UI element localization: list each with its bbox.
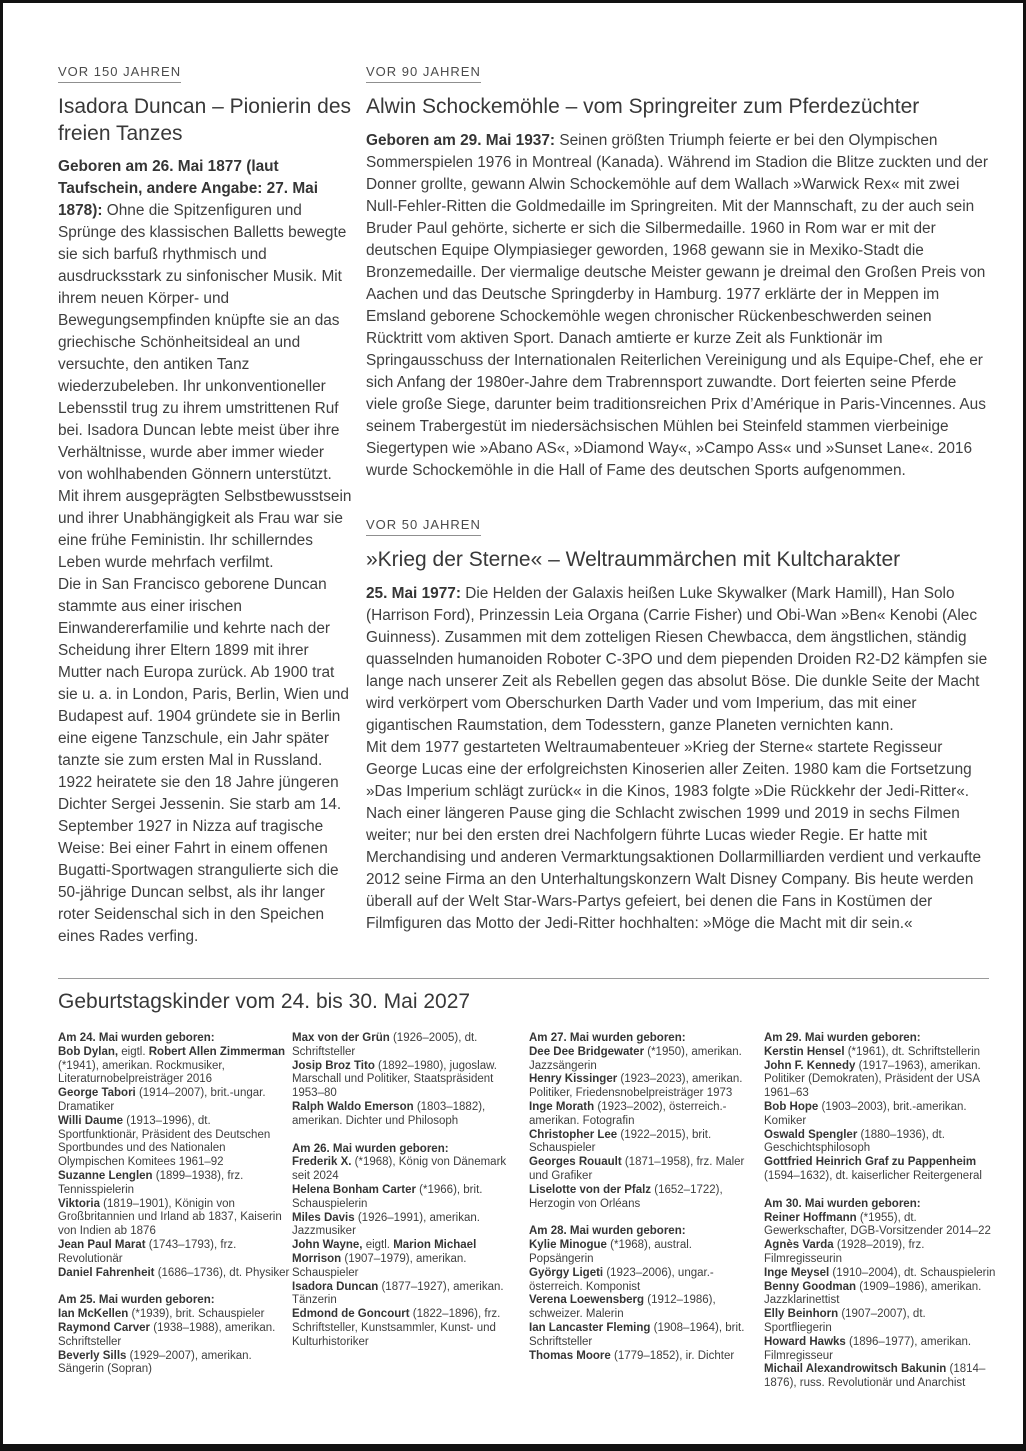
birthday-person-detail: eigtl. (118, 1045, 149, 1058)
birthday-entry (529, 1267, 757, 1295)
article-paragraph: Geboren am 26. Mai 1877 (laut Taufschein, andere Angabe: 27. Mai 1878): Ohne die Spitzenfiguren und Sprünge des klassischen Balletts bewegte sie sich barfuß rhythmisch und ausdrucksstark zu sinfonischer Musik. Mit ihrem neuen Körper- und Bewegungsempfinden knüpfte sie an das griechische Schönheitsideal an und versuchte, den antiken Tanz wiederzubeleben. Ihr unkonventioneller Lebensstil trug zu ihrem umstrittenen Ruf bei. Isadora Duncan lebte meist über ihre Verhältnisse, wurde aber immer wieder von wohlhabenden Gönnern unterstützt. Mit ihrem ausgeprägten Selbstbewusstsein und ihrer Unabhängigkeit als Frau war sie eine frühe Feministin. Ihr schillerndes Leben wurde mehrfach verfilmt. (58, 158, 352, 572)
birthday-entry (529, 1046, 757, 1074)
birthday-person-detail: (1908–1964), brit. Schriftsteller (529, 1321, 745, 1348)
birthday-person-detail: (1926–2005), dt. Schriftsteller (292, 1032, 478, 1058)
birthday-person-detail: (1892–1980), jugoslaw. Marschall und Politiker, Staatspräsident 1953–80 (292, 1059, 497, 1100)
birthday-person-detail: (1938–1988), amerikan. Schriftsteller (58, 1321, 276, 1348)
birthday-person-name: Robert Allen Zimmerman (148, 1045, 286, 1058)
birthday-entry (292, 1101, 522, 1129)
birthday-person-name: Elly Beinhorn (764, 1308, 839, 1321)
birthday-group-header: Am 30. Mai wurden geboren: (764, 1197, 921, 1210)
birthday-group-header: Am 25. Mai wurden geboren: (58, 1294, 215, 1307)
birthday-person-name: Jean Paul Marat (58, 1238, 146, 1251)
birthday-person-detail: (1822–1896), frz. Schriftsteller, Kunstsammler, Kunst- und Kulturhistoriker (292, 1308, 501, 1348)
birthday-person-detail: (1928–2019), frz. Filmregisseurin (764, 1239, 925, 1265)
birthday-person-name: Liselotte von der Pfalz (529, 1183, 652, 1196)
birthday-person-detail: (1923–2002), österreich.-amerikan. Fotografin (529, 1100, 727, 1127)
birthday-entry (764, 1308, 996, 1336)
birthday-person-detail: (1594–1632), dt. kaiserlicher Reitergeneral (764, 1169, 982, 1182)
birthday-person-name: Willi Daume (58, 1114, 124, 1127)
birthday-person-detail: (1803–1882), amerikan. Dichter und Philosoph (292, 1100, 486, 1127)
birthday-person-name: Miles Davis (292, 1211, 355, 1224)
birthday-column (292, 1032, 522, 1350)
birthday-person-detail: (*1968), König von Dänemark seit 2024 (292, 1156, 507, 1183)
birthday-person-name: Gottfried Heinrich Graf zu Pappenheim (764, 1156, 977, 1169)
birthday-person-detail: (1926–1991), amerikan. Jazzmusiker (292, 1211, 480, 1238)
birthday-person-name: Ralph Waldo Emerson (292, 1100, 414, 1113)
birthday-person-name: Inge Meysel (764, 1266, 830, 1279)
birthday-person-name: György Ligeti (529, 1266, 604, 1279)
birthday-entry (292, 1239, 522, 1280)
birthday-person-name: John F. Kennedy (764, 1059, 856, 1072)
birthday-person-detail: (1743–1793), frz. Revolutionär (58, 1238, 237, 1265)
birthday-group-header: Am 24. Mai wurden geboren: (58, 1032, 215, 1044)
birthday-person-detail: (1779–1852), ir. Dichter (610, 1349, 735, 1362)
birthday-entry (764, 1239, 996, 1267)
birthday-entry (529, 1101, 757, 1129)
birthday-person-name: Kylie Minogue (529, 1239, 607, 1252)
birthday-entry (764, 1281, 996, 1309)
section-overline-50-jahre: VOR 50 JAHREN (366, 517, 481, 536)
birthday-entry (292, 1060, 522, 1101)
birthday-person-name: Viktoria (58, 1197, 100, 1210)
birthday-person-detail: (1910–2004), dt. Schauspielerin (829, 1266, 996, 1279)
birthday-entry (58, 1239, 290, 1267)
birthday-person-name: Daniel Fahrenheit (58, 1266, 155, 1279)
article-krieg-der-sterne (366, 516, 990, 935)
section-overline-150-jahre: VOR 150 JAHREN (58, 64, 181, 83)
article-schockemoehle (366, 63, 990, 482)
article-lead-krieg-der-sterne: 25. Mai 1977: (366, 584, 461, 602)
birthday-person-name: Reiner Hoffmann (764, 1211, 857, 1224)
birthday-entry (764, 1060, 996, 1101)
birthday-entry (58, 1198, 290, 1239)
birthday-entry (529, 1156, 757, 1184)
article-title-krieg-der-sterne: »Krieg der Sterne« – Weltraummärchen mit Kultcharakter (366, 548, 901, 571)
birthday-entry (529, 1239, 757, 1267)
birthday-group-header: Am 28. Mai wurden geboren: (529, 1225, 686, 1238)
birthday-person-name: Christopher Lee (529, 1128, 618, 1141)
birthday-person-name: George Tabori (58, 1087, 136, 1100)
birthday-person-detail: (1819–1901), Königin von Großbritannien und Irland ab 1837, Kaiserin von Indien ab 1876 (58, 1197, 282, 1238)
birthday-person-name: Edmond de Goncourt (292, 1308, 410, 1321)
birthday-entry (58, 1267, 290, 1281)
birthday-person-detail: (1912–1986), schweizer. Malerin (529, 1294, 716, 1321)
birthday-entry (529, 1350, 757, 1364)
birthday-person-detail: (1877–1927), amerikan. Tänzerin (292, 1280, 504, 1307)
birthday-entry (529, 1073, 757, 1101)
birthday-entry (58, 1046, 290, 1087)
birthday-person-detail: (1913–1996), dt. Sportfunktionär, Präsident des Deutschen Sportbundes und des Nationalen Olympischen Komitees 1961–92 (58, 1114, 271, 1169)
birthday-entry (292, 1212, 522, 1240)
birthday-person-name: Suzanne Lenglen (58, 1169, 153, 1182)
birthday-person-name: Howard Hawks (764, 1335, 846, 1348)
birthday-person-name: Oswald Spengler (764, 1128, 858, 1141)
birthday-person-detail: (*1961), dt. Schriftstellerin (844, 1045, 981, 1058)
birthday-person-name: Ian Lancaster Fleming (529, 1321, 651, 1334)
birthday-person-detail: (1652–1722), Herzogin von Orléans (529, 1183, 723, 1210)
birthday-entry (764, 1156, 996, 1184)
birthday-person-name: Isadora Duncan (292, 1280, 379, 1293)
article-paragraph: Die in San Francisco geborene Duncan stammte aus einer irischen Einwandererfamilie und kehrte nach der Scheidung ihrer Eltern 1899 mit ihrer Mutter nach Europa zurück. Ab 1900 trat sie u. a. in London, Paris, Berlin, Wien und Budapest auf. 1904 gründete sie in Berlin eine eigene Tanzschule, ein Jahr später tanzte sie zum ersten Mal in Russland. 1922 heiratete sie den 18 Jahre jüngeren Dichter Sergei Jessenin. Sie starb am 14. September 1927 in Nizza auf tragische Weise: Bei einer Fahrt in einem offenen Bugatti-Sportwagen strangulierte sich die 50-jährige Duncan selbst, als ihr langer roter Seidenschal sich in den Speichen eines Rades verfing. (58, 576, 349, 946)
birthday-entry (529, 1322, 757, 1350)
section-divider (58, 978, 989, 979)
birthday-person-name: Dee Dee Bridgewater (529, 1045, 645, 1058)
birthday-entry (764, 1363, 996, 1391)
birthday-person-name: Kerstin Hensel (764, 1045, 845, 1058)
section-overline-90-jahre: VOR 90 JAHREN (366, 64, 481, 83)
birthday-entry (58, 1350, 290, 1378)
article-lead-schockemoehle: Geboren am 29. Mai 1937: (366, 131, 556, 149)
birthday-entry (58, 1308, 290, 1322)
birthday-person-detail: (1922–2015), brit. Schauspieler (529, 1128, 712, 1155)
birthday-entry (58, 1322, 290, 1350)
article-paragraph: Mit dem 1977 gestarteten Weltraumabenteuer »Krieg der Sterne« startete Regisseur George Lucas eine der erfolgreichsten Kinoserien aller Zeiten. 1980 kam die Fortsetzung »Das Imperium schlägt zurück« in die Kinos, 1983 folgte »Die Rückkehr der Jedi-Ritter«. Nach einer längeren Pause ging die Schlacht zwischen 1999 und 2019 in sechs Filmen weiter; nur bei den ersten drei Nachfolgern führte Lucas wieder Regie. Er hatte mit Merchandising und anderen Vermarktungsaktionen Dollarmilliarden verdient und verkaufte 2012 seine Firma an den Unterhaltungskonzern Walt Disney Company. Bis heute werden überall auf der Welt Star-Wars-Partys gefeiert, bei denen die Fans in Kostümen der Filmfiguren das Motto der Jedi-Ritter hochhalten: »Möge die Macht mit dir sein.« (366, 738, 982, 932)
birthday-entry (529, 1184, 757, 1212)
birthday-person-detail: (1914–2007), brit.-ungar. Dramatiker (58, 1087, 266, 1113)
birthday-entry (292, 1308, 522, 1349)
birthday-person-detail: (1923–2023), amerikan. Politiker, Friedensnobelpreisträger 1973 (529, 1073, 743, 1100)
article-title-duncan: Isadora Duncan – Pionierin des freien Tanzes (58, 95, 352, 145)
birthday-person-name: John Wayne, (292, 1239, 363, 1252)
birthday-entry (764, 1267, 996, 1281)
birthday-person-detail: (1880–1936), dt. Geschichtsphilosoph (764, 1128, 945, 1155)
birthday-person-detail: (1686–1736), dt. Physiker (154, 1266, 290, 1279)
birthday-person-name: Josip Broz Tito (292, 1059, 375, 1072)
birthday-entry (58, 1087, 290, 1115)
birthday-entry (292, 1184, 522, 1212)
birthday-person-name: Raymond Carver (58, 1321, 151, 1334)
birthday-person-detail: (1907–1979), amerikan. Schauspieler (292, 1252, 467, 1279)
birthday-person-detail: (*1955), dt. Gewerkschafter, DGB-Vorsitzender 2014–22 (764, 1211, 991, 1238)
birthday-person-name: Beverly Sills (58, 1349, 127, 1362)
birthday-person-name: Benny Goodman (764, 1280, 857, 1293)
birthday-person-name: Helena Bonham Carter (292, 1183, 416, 1196)
birthday-column (764, 1032, 996, 1391)
article-paragraph: 25. Mai 1977: Die Helden der Galaxis heißen Luke Skywalker (Mark Hamill), Han Solo (Harrison Ford), Prinzessin Leia Organa (Carrie Fisher) und Obi-Wan »Ben« Kenobi (Alec Guinness). Zusammen mit dem zotteligen Riesen Chewbacca, dem ängstlichen, ständig quasselnden humanoiden Roboter C-3PO und dem piependen Droiden R2-D2 kämpfen sie lange nach unserer Zeit als Rebellen gegen das absolut Böse. Die dunkle Seite der Macht wird verkörpert vom Oberschurken Darth Vader und vom Imperium, das mit einer gigantischen Raumstation, dem Todesstern, ganze Planeten vernichten kann. (366, 584, 988, 734)
birthday-person-name: Henry Kissinger (529, 1073, 618, 1086)
birthday-person-name: Frederik X. (292, 1156, 352, 1169)
birthday-person-name: Bob Dylan, (58, 1045, 119, 1058)
birthday-entry (529, 1294, 757, 1322)
birthday-person-detail: (1871–1958), frz. Maler und Grafiker (529, 1156, 745, 1182)
birthday-entry (764, 1101, 996, 1129)
birthday-person-detail: (1814–1876), russ. Revolutionär und Anarchist (764, 1363, 986, 1390)
article-lead-duncan: Geboren am 26. Mai 1877 (laut Taufschein, andere Angabe: 27. Mai 1878): (58, 158, 318, 220)
birthday-person-name: Verena Loewensberg (529, 1294, 645, 1307)
birthday-person-name: Ian McKellen (58, 1308, 129, 1321)
birthday-entry (292, 1156, 522, 1184)
birthday-entry (292, 1032, 522, 1060)
birthday-group-header: Am 26. Mai wurden geboren: (292, 1142, 449, 1155)
article-paragraph: Geboren am 29. Mai 1937: Seinen größten Triumph feierte er bei den Olympischen Sommerspielen 1976 in Montreal (Kanada). Während im Stadion die Blitze zuckten und der Donner grollte, gewann Alwin Schockemöhle auf dem Wallach »Warwick Rex« mit zwei Null-Fehler-Ritten die Goldmedaille im Springreiten. Mit der Mannschaft, zu der auch sein Bruder Paul gehörte, sicherte er sich die Silbermedaille. 1960 in Rom war er mit der deutschen Equipe Olympiasieger geworden, 1968 gewann sie in Mexiko-Stadt die Bronzemedaille. Der viermalige deutsche Meister gewann je dreimal den Großen Preis von Aachen und das Deutsche Springderby in Hamburg. 1977 erklärte der in Meppen im Emsland geborene Schockemöhle wegen chronischer Rückenbeschwerden seinen Rücktritt vom aktiven Sport. Danach amtierte er kurze Zeit als Funktionär im Springausschuss der Internationalen Reiterlichen Vereinigung und als Equipe-Chef, ehe er sich Anfang der 1980er-Jahre dem Trabrennsport zuwandte. Dort feierten seine Pferde viele große Siege, darunter beim traditionsreichen Prix d’Amérique in Paris-Vincennes. Aus seinem Trabergestüt im niedersächsischen Mühlen bei Steinfeld stammen vierbeinige Siegertypen wie »Abano AS«, »Diamond Way«, »Campo Ass« und »Sunset Lane«. 2016 wurde Schockemöhle in die Hall of Fame des deutschen Sports aufgenommen. (366, 131, 988, 479)
birthdays-section-title: Geburtstagskinder vom 24. bis 30. Mai 2027 (58, 990, 471, 1013)
birthday-person-name: Max von der Grün (292, 1032, 390, 1044)
article-body-duncan (58, 156, 352, 948)
birthday-person-name: Georges Rouault (529, 1156, 622, 1169)
birthday-entry (58, 1170, 290, 1198)
birthday-group-header: Am 29. Mai wurden geboren: (764, 1032, 921, 1044)
birthday-person-name: Inge Morath (529, 1100, 595, 1113)
birthday-person-name: Bob Hope (764, 1100, 819, 1113)
birthday-person-detail: (1896–1977), amerikan. Filmregisseur (764, 1335, 972, 1362)
birthday-person-detail: (1907–2007), dt. Sportfliegerin (764, 1308, 926, 1334)
birthday-entry (764, 1129, 996, 1157)
birthday-person-name: Marion Michael Morrison (292, 1239, 477, 1265)
birthday-person-name: Agnès Varda (764, 1239, 834, 1252)
birthday-column (58, 1032, 290, 1377)
birthday-entry (764, 1212, 996, 1240)
birthday-person-detail: (1903–2003), brit.-amerikan. Komiker (764, 1100, 967, 1127)
article-isadora-duncan (58, 63, 352, 948)
birthday-entry (292, 1281, 522, 1309)
birthday-person-detail: (1909–1986), amerikan. Jazzklarinettist (764, 1280, 982, 1307)
article-body-schockemoehle (366, 130, 990, 482)
birthday-person-name: Thomas Moore (529, 1349, 611, 1362)
birthday-person-detail: (1923–2006), ungar.-österreich. Komponist (529, 1266, 714, 1293)
birthday-group-header: Am 27. Mai wurden geboren: (529, 1032, 686, 1044)
birthday-column (529, 1032, 757, 1363)
birthday-entry (58, 1115, 290, 1170)
birthday-person-detail: (1899–1938), frz. Tennisspielerin (58, 1169, 244, 1196)
birthday-entry (529, 1129, 757, 1157)
article-body-krieg-der-sterne (366, 583, 990, 935)
birthday-entry (764, 1336, 996, 1364)
birthday-person-detail: (1929–2007), amerikan. Sängerin (Sopran) (58, 1349, 252, 1376)
birthday-person-detail: (*1950), amerikan. Jazzsängerin (529, 1045, 742, 1072)
birthday-person-detail: (1917–1963), amerikan. Politiker (Demokraten), Präsident der USA 1961–63 (764, 1059, 981, 1100)
article-title-schockemoehle: Alwin Schockemöhle – vom Springreiter zum Pferdezüchter (366, 95, 920, 118)
birthday-person-detail: (*1966), brit. Schauspielerin (292, 1183, 483, 1210)
birthday-person-name: Michail Alexandrowitsch Bakunin (764, 1363, 947, 1376)
birthday-person-detail: eigtl. (362, 1239, 394, 1252)
birthday-person-detail: (*1941), amerikan. Rockmusiker, Literaturnobelpreisträger 2016 (58, 1059, 225, 1086)
birthday-person-detail: (*1939), brit. Schauspieler (128, 1308, 265, 1321)
birthday-person-detail: (*1968), austral. Popsängerin (529, 1239, 692, 1265)
birthday-entry (764, 1046, 996, 1060)
